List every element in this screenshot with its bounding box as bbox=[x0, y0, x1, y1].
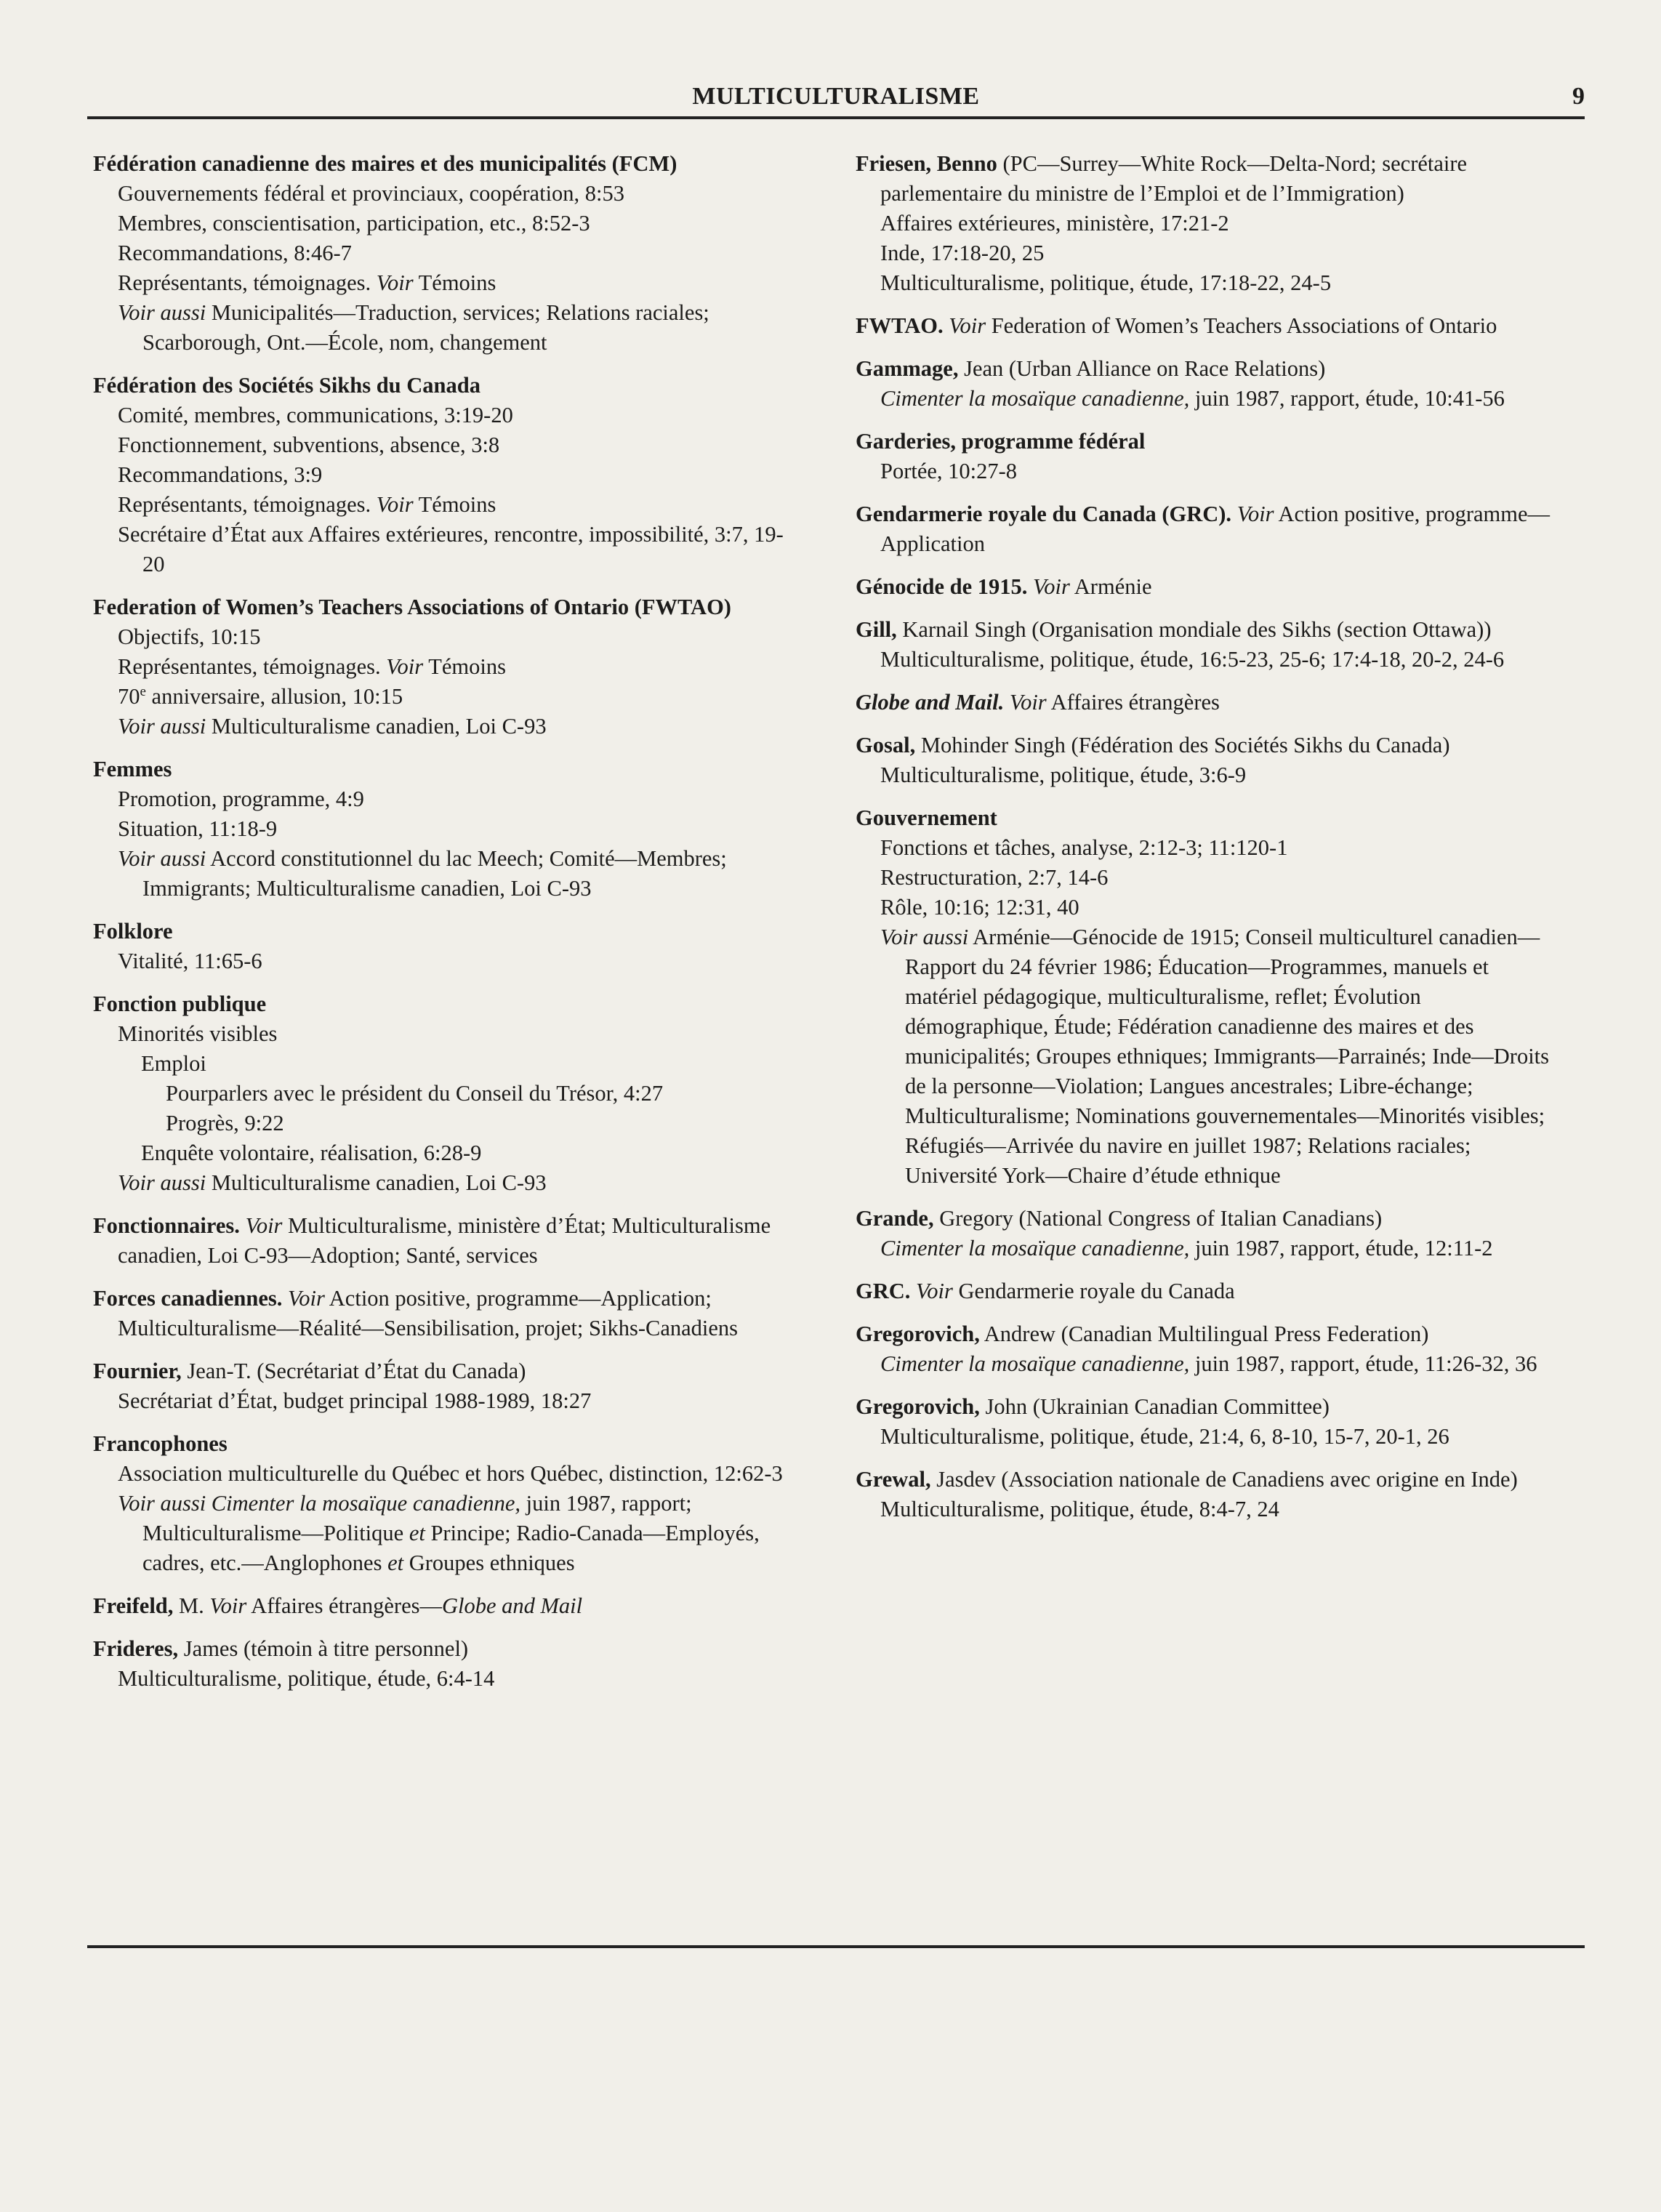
entry-heading bbox=[93, 1356, 798, 1386]
heading-text: Gregory (National Congress of Italian Canadians) bbox=[933, 1206, 1383, 1231]
subentry bbox=[93, 490, 798, 520]
heading-term: Fédération des Sociétés Sikhs du Canada bbox=[93, 373, 480, 398]
subentry bbox=[93, 1109, 798, 1138]
subentry bbox=[93, 652, 798, 682]
index-entry bbox=[856, 803, 1561, 1191]
entry-heading bbox=[856, 311, 1561, 341]
subentry bbox=[856, 1349, 1561, 1379]
see-reference: Voir aussi bbox=[118, 300, 206, 325]
heading-text: M. bbox=[173, 1593, 210, 1618]
index-entry bbox=[93, 1591, 798, 1621]
subentry bbox=[856, 457, 1561, 486]
entry-heading bbox=[93, 1284, 798, 1343]
subentry bbox=[93, 179, 798, 209]
entry-heading bbox=[856, 1465, 1561, 1495]
subentry bbox=[93, 784, 798, 814]
subentry bbox=[93, 1079, 798, 1109]
subentry bbox=[93, 1019, 798, 1049]
index-entry bbox=[856, 1392, 1561, 1452]
index-entry bbox=[93, 1284, 798, 1343]
subentry-text: Accord constitutionnel du lac Meech; Comité—Membres; Immigrants; Multiculturalisme canadien, Loi C-93 bbox=[142, 846, 727, 901]
entry-heading bbox=[93, 371, 798, 401]
subentry-text: Minorités visibles bbox=[118, 1021, 278, 1046]
entry-heading bbox=[856, 427, 1561, 457]
subentry-text: Secrétariat d’État, budget principal 1988-1989, 18:27 bbox=[118, 1388, 592, 1413]
index-entry bbox=[856, 1276, 1561, 1306]
subentry bbox=[93, 1459, 798, 1489]
subentry-text: Multiculturalisme canadien, Loi C-93 bbox=[206, 714, 547, 739]
subentry-text: Recommandations, 8:46-7 bbox=[118, 241, 352, 265]
subentry-text: Témoins bbox=[413, 492, 496, 517]
heading-term: Frideres, bbox=[93, 1636, 179, 1661]
see-reference: Voir bbox=[386, 654, 424, 679]
heading-text: Jean-T. (Secrétariat d’État du Canada) bbox=[181, 1359, 526, 1383]
heading-text: Action positive, programme—Application; Multiculturalisme—Réalité—Sensibilisation, projet; Sikhs-Canadiens bbox=[118, 1286, 739, 1340]
index-entry bbox=[93, 149, 798, 358]
subentry bbox=[93, 946, 798, 976]
entry-heading bbox=[93, 1591, 798, 1621]
index-entry bbox=[93, 917, 798, 976]
subentry bbox=[93, 401, 798, 430]
subentry bbox=[856, 1234, 1561, 1263]
heading-term: Friesen, Benno bbox=[856, 151, 997, 176]
subentry-text: Groupes ethniques bbox=[403, 1551, 575, 1575]
entry-heading bbox=[856, 688, 1561, 717]
entry-heading bbox=[93, 755, 798, 784]
entry-heading bbox=[856, 1276, 1561, 1306]
subentry bbox=[856, 863, 1561, 893]
index-entry bbox=[93, 592, 798, 741]
see-reference: Voir bbox=[245, 1213, 283, 1238]
see-reference: Cimenter la mosaïque canadienne, bbox=[880, 386, 1190, 411]
entry-heading bbox=[93, 917, 798, 946]
subentry-text: Multiculturalisme, politique, étude, 8:4-7, 24 bbox=[880, 1497, 1279, 1521]
index-entry bbox=[93, 1429, 798, 1578]
page-number: 9 bbox=[1572, 83, 1585, 110]
entry-heading bbox=[856, 499, 1561, 559]
see-reference: Voir bbox=[1236, 502, 1274, 526]
index-entry bbox=[93, 1634, 798, 1694]
subentry bbox=[856, 1422, 1561, 1452]
heading-term: Fonctionnaires. bbox=[93, 1213, 240, 1238]
entry-heading bbox=[856, 803, 1561, 833]
header-rule bbox=[87, 116, 1585, 119]
index-entry bbox=[856, 1319, 1561, 1379]
heading-term: Gregorovich, bbox=[856, 1322, 980, 1346]
entry-heading bbox=[93, 1429, 798, 1459]
subentry-text: Multiculturalisme, politique, étude, 16:5-23, 25-6; 17:4-18, 20-2, 24-6 bbox=[880, 647, 1505, 672]
subentry-text: Représentants, témoignages. bbox=[118, 270, 377, 295]
heading-term: Globe and Mail. bbox=[856, 690, 1005, 715]
see-reference: et bbox=[387, 1551, 404, 1575]
index-entry bbox=[856, 615, 1561, 675]
see-reference: Cimenter la mosaïque canadienne, bbox=[880, 1351, 1190, 1376]
subentry bbox=[856, 1495, 1561, 1524]
heading-term: Grande, bbox=[856, 1206, 934, 1231]
subentry-text: Pourparlers avec le président du Conseil du Trésor, 4:27 bbox=[166, 1081, 664, 1106]
subentry bbox=[93, 844, 798, 904]
entry-heading bbox=[856, 149, 1561, 209]
entry-heading bbox=[93, 149, 798, 179]
subentry-text: Municipalités—Traduction, services; Relations raciales; Scarborough, Ont.—École, nom, changement bbox=[142, 300, 709, 355]
subentry bbox=[856, 268, 1561, 298]
see-reference: Voir aussi bbox=[118, 1170, 206, 1195]
subentry-text: Rôle, 10:16; 12:31, 40 bbox=[880, 895, 1079, 920]
entry-heading bbox=[856, 1392, 1561, 1422]
heading-text: Action positive, programme—Application bbox=[880, 502, 1551, 556]
heading-term: Gammage, bbox=[856, 356, 959, 381]
subentry bbox=[93, 1168, 798, 1198]
index-entry bbox=[93, 1211, 798, 1271]
heading-text: Karnail Singh (Organisation mondiale des Sikhs (section Ottawa)) bbox=[896, 617, 1492, 642]
heading-text: James (témoin à titre personnel) bbox=[178, 1636, 469, 1661]
heading-text: Gendarmerie royale du Canada bbox=[952, 1279, 1235, 1303]
entry-heading bbox=[856, 731, 1561, 760]
heading-text: Multiculturalisme, ministère d’État; Multiculturalisme canadien, Loi C-93—Adoption; Santé, services bbox=[118, 1213, 771, 1268]
subentry bbox=[856, 384, 1561, 414]
heading-term: FWTAO. bbox=[856, 313, 944, 338]
subentry bbox=[93, 682, 798, 712]
subentry bbox=[93, 1489, 798, 1578]
subentry-text: Secrétaire d’État aux Affaires extérieures, rencontre, impossibilité, 3:7, 19-20 bbox=[118, 522, 784, 576]
subentry-text: Témoins bbox=[423, 654, 506, 679]
footer-rule bbox=[87, 1945, 1585, 1948]
subentry-text: Multiculturalisme, politique, étude, 17:18-22, 24-5 bbox=[880, 270, 1332, 295]
subentry-text: Progrès, 9:22 bbox=[166, 1111, 284, 1135]
subentry bbox=[93, 814, 798, 844]
subentry-text: Multiculturalisme, politique, étude, 21:4, 6, 8-10, 15-7, 20-1, 26 bbox=[880, 1424, 1449, 1449]
subentry bbox=[856, 238, 1561, 268]
see-reference: Voir bbox=[376, 492, 414, 517]
index-entry bbox=[856, 499, 1561, 559]
heading-term: Femmes bbox=[93, 757, 172, 781]
see-reference: Voir aussi bbox=[880, 925, 969, 949]
subentry-text: Arménie—Génocide de 1915; Conseil multiculturel canadien—Rapport du 24 février 1986; Éducation—Programmes, manuels et matériel pédagogique, multiculturalisme, reflet; Évolution démographique, Étude; Fédération canadienne des maires et des municipalités; Groupes ethniques; Immigrants—Parrainés; Inde—Droits de la personne—Violation; Langues ancestrales; Libre-échange; Multiculturalisme; Nominations gouvernementales—Minorités visibles; Réfugiés—Arrivée du navire en juillet 1987; Relations raciales; Université York—Chaire d’étude ethnique bbox=[905, 925, 1550, 1188]
subentry-text: Fonctionnement, subventions, absence, 3:8 bbox=[118, 433, 500, 457]
heading-text: John (Ukrainian Canadian Committee) bbox=[979, 1394, 1330, 1419]
heading-term: Grewal, bbox=[856, 1467, 931, 1492]
heading-term: Fournier, bbox=[93, 1359, 182, 1383]
subentry bbox=[856, 833, 1561, 863]
index-entry bbox=[856, 149, 1561, 298]
subentry-text: Promotion, programme, 4:9 bbox=[118, 787, 364, 811]
heading-term: Forces canadiennes. bbox=[93, 1286, 283, 1311]
subentry bbox=[93, 1664, 798, 1694]
page-header bbox=[87, 79, 1585, 121]
heading-text: Affaires étrangères bbox=[1046, 690, 1220, 715]
heading-term: Fédération canadienne des maires et des municipalités (FCM) bbox=[93, 151, 677, 176]
subentry-text: Restructuration, 2:7, 14-6 bbox=[880, 865, 1109, 890]
subentry-text: Membres, conscientisation, participation, etc., 8:52-3 bbox=[118, 211, 590, 236]
heading-text: Mohinder Singh (Fédération des Sociétés Sikhs du Canada) bbox=[915, 733, 1450, 757]
right-column bbox=[856, 149, 1561, 1537]
subentry-text: juin 1987, rapport, étude, 12:11-2 bbox=[1189, 1236, 1493, 1260]
subentry bbox=[93, 1049, 798, 1079]
heading-term: Gregorovich, bbox=[856, 1394, 980, 1419]
subentry-text: Multiculturalisme, politique, étude, 6:4-14 bbox=[118, 1666, 495, 1691]
see-reference: Voir bbox=[209, 1593, 247, 1618]
heading-text: Affaires étrangères— bbox=[246, 1593, 442, 1618]
subentry-text: Affaires extérieures, ministère, 17:21-2 bbox=[880, 211, 1229, 236]
index-entry bbox=[93, 1356, 798, 1416]
heading-text: (PC—Surrey—White Rock—Delta-Nord; secrétaire parlementaire du ministre de l’Emploi et de l’Immigration) bbox=[880, 151, 1468, 206]
index-entry bbox=[856, 311, 1561, 341]
heading-text: Federation of Women’s Teachers Associations of Ontario bbox=[986, 313, 1497, 338]
heading-term: Fonction publique bbox=[93, 992, 267, 1016]
subentry-text: juin 1987, rapport; Multiculturalisme—Politique bbox=[142, 1491, 692, 1545]
subentry-text: anniversaire, allusion, 10:15 bbox=[145, 684, 403, 709]
heading-term: Génocide de 1915. bbox=[856, 574, 1028, 599]
subentry bbox=[93, 268, 798, 298]
superscript: e bbox=[140, 683, 146, 699]
subentry-text: Représentants, témoignages. bbox=[118, 492, 377, 517]
index-entry bbox=[856, 731, 1561, 790]
see-reference: Voir bbox=[1009, 690, 1047, 715]
subentry bbox=[93, 238, 798, 268]
see-reference: Voir bbox=[1033, 574, 1070, 599]
subentry-text: Portée, 10:27-8 bbox=[880, 459, 1018, 483]
subentry bbox=[93, 622, 798, 652]
subentry bbox=[93, 460, 798, 490]
subentry-text: Objectifs, 10:15 bbox=[118, 624, 261, 649]
see-reference: Voir aussi bbox=[118, 846, 206, 871]
entry-heading bbox=[93, 592, 798, 622]
subentry-text: Vitalité, 11:65-6 bbox=[118, 949, 262, 973]
heading-term: Gosal, bbox=[856, 733, 916, 757]
left-column bbox=[93, 149, 798, 1707]
subentry-text: juin 1987, rapport, étude, 10:41-56 bbox=[1189, 386, 1505, 411]
see-reference: Voir bbox=[949, 313, 986, 338]
index-entry bbox=[856, 1204, 1561, 1263]
heading-term: Gendarmerie royale du Canada (GRC). bbox=[856, 502, 1232, 526]
subentry-text: Témoins bbox=[413, 270, 496, 295]
heading-term: Folklore bbox=[93, 919, 173, 944]
subentry-text: Multiculturalisme canadien, Loi C-93 bbox=[206, 1170, 547, 1195]
subentry-text: 70 bbox=[118, 684, 140, 709]
subentry bbox=[93, 298, 798, 358]
heading-term: Gouvernement bbox=[856, 805, 997, 830]
subentry bbox=[856, 645, 1561, 675]
subentry-text: Inde, 17:18-20, 25 bbox=[880, 241, 1045, 265]
subentry-text: Recommandations, 3:9 bbox=[118, 462, 323, 487]
heading-term: Garderies, programme fédéral bbox=[856, 429, 1146, 454]
running-title: MULTICULTURALISME bbox=[692, 83, 980, 110]
subentry-text: Comité, membres, communications, 3:19-20 bbox=[118, 403, 513, 427]
heading-term: Gill, bbox=[856, 617, 897, 642]
entry-heading bbox=[93, 1634, 798, 1664]
entry-heading bbox=[856, 1319, 1561, 1349]
heading-term: Francophones bbox=[93, 1431, 228, 1456]
see-reference: Voir bbox=[288, 1286, 325, 1311]
subentry-text: Emploi bbox=[141, 1051, 206, 1076]
subentry bbox=[93, 1386, 798, 1416]
entry-heading bbox=[856, 1204, 1561, 1234]
subentry-text: juin 1987, rapport, étude, 11:26-32, 36 bbox=[1189, 1351, 1537, 1376]
index-entry bbox=[93, 371, 798, 579]
subentry-text: Gouvernements fédéral et provinciaux, coopération, 8:53 bbox=[118, 181, 625, 206]
see-reference: Voir aussi bbox=[118, 714, 206, 739]
see-reference: Voir aussi Cimenter la mosaïque canadienne, bbox=[118, 1491, 521, 1516]
subentry-text: Situation, 11:18-9 bbox=[118, 816, 278, 841]
heading-term: Freifeld, bbox=[93, 1593, 174, 1618]
subentry bbox=[93, 1138, 798, 1168]
subentry bbox=[856, 760, 1561, 790]
entry-heading bbox=[856, 354, 1561, 384]
index-entry bbox=[856, 688, 1561, 717]
heading-term: Federation of Women’s Teachers Associations of Ontario (FWTAO) bbox=[93, 595, 731, 619]
entry-heading bbox=[856, 615, 1561, 645]
heading-text: Jasdev (Association nationale de Canadiens avec origine en Inde) bbox=[930, 1467, 1518, 1492]
subentry bbox=[856, 893, 1561, 922]
heading-text: Arménie bbox=[1069, 574, 1152, 599]
subentry bbox=[93, 430, 798, 460]
entry-heading bbox=[93, 989, 798, 1019]
entry-heading bbox=[856, 572, 1561, 602]
see-reference: Voir bbox=[376, 270, 414, 295]
heading-text: Andrew (Canadian Multilingual Press Federation) bbox=[979, 1322, 1429, 1346]
heading-term: GRC. bbox=[856, 1279, 911, 1303]
subentry-text: Multiculturalisme, politique, étude, 3:6-9 bbox=[880, 763, 1247, 787]
see-reference: et bbox=[409, 1521, 425, 1545]
see-reference: Cimenter la mosaïque canadienne, bbox=[880, 1236, 1190, 1260]
index-entry bbox=[856, 427, 1561, 486]
subentry bbox=[93, 712, 798, 741]
index-entry bbox=[93, 755, 798, 904]
subentry bbox=[93, 520, 798, 579]
subentry bbox=[93, 209, 798, 238]
subentry-text: Représentantes, témoignages. bbox=[118, 654, 387, 679]
subentry-text: Principe; Radio-Canada—Employés, cadres, etc.—Anglophones bbox=[142, 1521, 760, 1575]
heading-text: Jean (Urban Alliance on Race Relations) bbox=[958, 356, 1326, 381]
subentry-text: Fonctions et tâches, analyse, 2:12-3; 11:120-1 bbox=[880, 835, 1288, 860]
index-entry bbox=[856, 572, 1561, 602]
see-reference: Globe and Mail bbox=[441, 1593, 583, 1618]
subentry-text: Enquête volontaire, réalisation, 6:28-9 bbox=[141, 1141, 482, 1165]
see-reference: Voir bbox=[916, 1279, 953, 1303]
entry-heading bbox=[93, 1211, 798, 1271]
subentry bbox=[856, 922, 1561, 1191]
subentry bbox=[856, 209, 1561, 238]
index-entry bbox=[93, 989, 798, 1198]
index-entry bbox=[856, 354, 1561, 414]
index-entry bbox=[856, 1465, 1561, 1524]
subentry-text: Association multiculturelle du Québec et hors Québec, distinction, 12:62-3 bbox=[118, 1461, 783, 1486]
